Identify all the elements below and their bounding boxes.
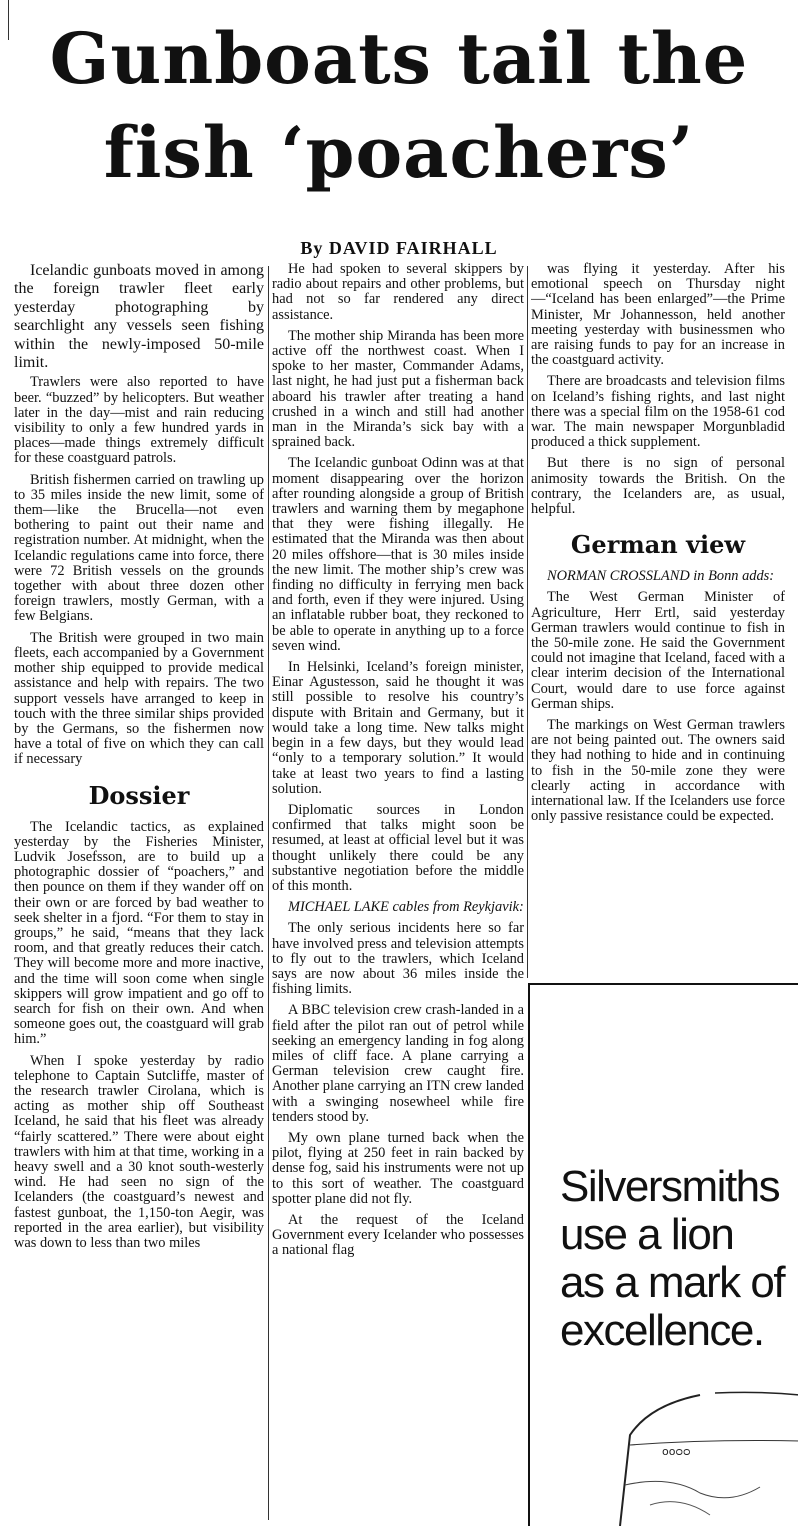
article-column-2 xyxy=(272,262,524,1524)
paragraph: The mother ship Miranda has been more active off the northwest coast. When I spoke to her master, Commander Adams, last night, he had just put a fisherman back aboard his trawler after treating a hand crushed in a winch and still had another man in the Miranda’s sick bay with a sprained back. xyxy=(272,327,524,451)
paragraph: The markings on West German trawlers are not being painted out. The owners said they had nothing to hide and in continuing to fish in the 50-mile zone they were clearly acting in accordance with international law. If the Icelanders use force only passive resistance could be expected. xyxy=(531,717,785,825)
subhead-german-view: German view xyxy=(570,530,746,560)
paragraph: He had spoken to several skippers by radio about repairs and other problems, but had not so far rendered any direct assistance. xyxy=(272,262,524,323)
headline-line-2: fish ‘poachers’ xyxy=(103,111,695,194)
column-rule-2 xyxy=(527,266,528,978)
ad-line: use a lion xyxy=(560,1210,734,1259)
bonn-credit: NORMAN CROSSLAND in Bonn adds: xyxy=(547,568,775,585)
headline xyxy=(0,0,798,200)
column-rule-1 xyxy=(268,266,269,1520)
paragraph: The Icelandic tactics, as explained yesterday by the Fisheries Minister, Ludvik Josefsson, are to build up a photographic dossier of “poachers,” and then pounce on them if they wander off on their own or are forced by bad weather to seek shelter in a fjord. “For them to stay in groups,” he said, “means that they lack room, and that greatly reduces their catch. They will become more and more inactive, and the time will soon come when single skippers will grow impatient and go off to search for fish on their own. And when someone goes out, the coastguard will grab him.” xyxy=(14,818,264,1048)
reykjavik-credit: MICHAEL LAKE cables from Reykjavik: xyxy=(288,899,524,916)
byline: By DAVID FAIRHALL xyxy=(300,238,498,258)
paragraph: British fishermen carried on trawling up to 35 miles inside the new limit, some of them—like the Brucella—not even bothering to paint out their name and registration number. At midnight, when the Icelandic regulations came into force, there were 72 British vessels on the grounds together with about three dozen other foreign trawlers, mostly German, with a few Belgians. xyxy=(14,471,264,625)
ad-slogan xyxy=(560,1163,798,1355)
paragraph: At the request of the Iceland Government every Icelander who possesses a national flag xyxy=(272,1211,524,1259)
ad-line: excellence. xyxy=(560,1306,764,1355)
article-column-1 xyxy=(14,262,264,1522)
silver-tankard-illustration xyxy=(530,1375,798,1526)
paragraph: The West German Minister of Agriculture, Herr Ertl, said yesterday German trawlers would continue to fish in the 50-mile zone. He said the Government could not imagine that Iceland, faced with a clear interim decision of the International Court, would dare to use force against German ships. xyxy=(531,589,785,712)
paragraph: The British were grouped in two main fleets, each accompanied by a Government mother ship equipped to provide medical assistance and help with repairs. The two support vessels have arranged to keep in touch with the three similar ships provided by the Germans, so the fishermen now have a total of five on which they can call if necessary xyxy=(14,629,264,768)
paragraph: The only serious incidents here so far have involved press and television attempts to fly out to the trawlers, which Iceland says are now about 36 miles inside the fishing limits. xyxy=(272,920,524,998)
headline-line-1: Gunboats tail the xyxy=(49,17,749,100)
paragraph: Trawlers were also reported to have beer. “buzzed” by helicopters. But weather later in the day—mist and rain reducing visibility to only a few hundred yards in places—made things extremely difficult for these coastguard patrols. xyxy=(14,374,264,467)
paragraph: Diplomatic sources in London confirmed that talks might soon be resumed, at least at official level but it was thought unlikely there could be any substantive negotiation before the middle of this month. xyxy=(272,801,524,894)
left-edge-rule xyxy=(8,0,9,40)
ad-line: as a mark of xyxy=(560,1258,785,1307)
paragraph: In Helsinki, Iceland’s foreign minister, Einar Agustesson, said he thought it was still possible to resolve his country’s dispute with Britain and Germany, but it would take a long time. New talks might begin in a few days, but they would lead “only to a temporary solution.” It would take at least two years to find a lasting solution. xyxy=(272,659,524,797)
paragraph: My own plane turned back when the pilot, flying at 250 feet in rain backed by dense fog, said his instruments were not up to this sort of weather. The coastguard spotter plane did not fly. xyxy=(272,1129,524,1207)
paragraph: When I spoke yesterday by radio telephone to Captain Sutcliffe, master of the research trawler Cirolana, which is acting as mother ship off Southeast Iceland, he said that his fleet was already “fairly scattered.” There were about eight trawlers with him at that time, working in a heavy swell and a 30 knot south-westerly wind. He had seen no sign of the Icelanders (the coastguard’s newest and fastest gunboat, the 1,150-ton Aegir, was reported in the area earlier), but visibility was down to less than two miles xyxy=(14,1052,264,1251)
subhead-dossier: Dossier xyxy=(88,780,190,810)
lead-paragraph: Icelandic gunboats moved in among the foreign trawler fleet early yesterday photographing by searchlight any vessels seen fishing within the newly-imposed 50-mile limit. xyxy=(14,262,264,372)
svg-text:ooᴑᴑ: ooᴑᴑ xyxy=(662,1445,691,1458)
ad-line: Silversmiths xyxy=(560,1162,780,1211)
paragraph: was flying it yesterday. After his emotional speech on Thursday night—“Iceland has been enlarged”—the Prime Minister, Mr Johannesson, held another meeting yesterday with businessmen who are raising funds to pay for an increase in the coastguard activity. xyxy=(531,262,785,369)
paragraph: A BBC television crew crash-landed in a field after the pilot ran out of petrol while seeking an emergency landing in fog along miles of cliff face. A plane carrying a German television crew caught fire. Another plane carrying an ITN crew landed with a swinging nosewheel while fire tenders stood by. xyxy=(272,1002,524,1125)
paragraph: The Icelandic gunboat Odinn was at that moment disappearing over the horizon after rounding alongside a group of British trawlers and warning them by megaphone that they were fishing illegally. He estimated that the Miranda was then about 20 miles offshore—that is 30 miles inside the new limit. The mother ship’s crew was finding no difficulty in ferrying men back and forth, even if they were injured. Using an inflatable rubber boat, they reckoned to be able to operate in anything up to a force seven wind. xyxy=(272,455,524,654)
article-column-3 xyxy=(531,262,785,982)
paragraph: There are broadcasts and television films on Iceland’s fishing rights, and last night there was a special film on the 1958-61 cod war. The main newspaper Morgunbladid produced a thick supplement. xyxy=(531,373,785,451)
silversmiths-advertisement xyxy=(528,983,798,1526)
paragraph: But there is no sign of personal animosity towards the British. On the contrary, the Icelanders are, as usual, helpful. xyxy=(531,455,785,518)
